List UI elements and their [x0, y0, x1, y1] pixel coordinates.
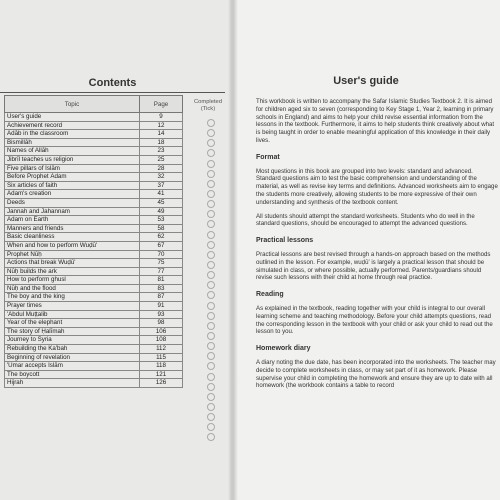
table-row: [5, 216, 183, 225]
topic-cell: Ādam's creation: [5, 190, 140, 199]
table-row: [5, 198, 183, 207]
topic-header: Topic: [5, 96, 140, 113]
page-cell: 121: [140, 370, 183, 379]
topic-cell: Deeds: [5, 198, 140, 207]
tick-circle[interactable]: [207, 170, 215, 178]
topic-cell: Journey to Syria: [5, 336, 140, 345]
page-cell: 58: [140, 224, 183, 233]
table-row: [5, 336, 183, 345]
reading-heading: Reading: [256, 291, 284, 299]
reading-paragraph: As explained in the textbook, reading together with your child is integral to our overall learning scheme and teaching methodology. Before your child attempts questions, read the corresponding lesson in the textbook with your child or ask your child to read out the lesson to you.: [256, 304, 493, 336]
table-row: [5, 155, 183, 164]
page-cell: 118: [140, 362, 183, 371]
tick-circle[interactable]: [207, 393, 215, 401]
tick-column: [207, 119, 217, 444]
tick-circle[interactable]: [207, 160, 215, 168]
tick-circle[interactable]: [207, 251, 215, 259]
completed-label: Completed: [193, 99, 223, 105]
page-cell: 93: [140, 310, 183, 319]
contents-body: [5, 113, 183, 388]
topic-cell: Manners and friends: [5, 224, 140, 233]
page-cell: 23: [140, 147, 183, 156]
topic-cell: Achievement record: [5, 121, 140, 130]
topic-cell: Six articles of faith: [5, 181, 140, 190]
table-row: [5, 147, 183, 156]
topic-cell: 'Abdul Muṭṭalib: [5, 310, 140, 319]
tick-circle[interactable]: [207, 342, 215, 350]
tick-circle[interactable]: [207, 119, 215, 127]
topic-cell: Ādam on Earth: [5, 216, 140, 225]
page-cell: 70: [140, 250, 183, 259]
tick-circle[interactable]: [207, 149, 215, 157]
topic-cell: Jannah and Jahannam: [5, 207, 140, 216]
tick-circle[interactable]: [207, 291, 215, 299]
topic-cell: Rebuilding the Ka'bah: [5, 345, 140, 354]
page-cell: 106: [140, 327, 183, 336]
page-cell: 41: [140, 190, 183, 199]
page-cell: 126: [140, 379, 183, 388]
topic-cell: Prophet Nūḥ: [5, 250, 140, 259]
topic-cell: Year of the elephant: [5, 319, 140, 328]
topic-cell: 'Umar accepts Islām: [5, 362, 140, 371]
table-row: [5, 113, 183, 122]
page-cell: 25: [140, 155, 183, 164]
topic-cell: The story of Ḥalīmah: [5, 327, 140, 336]
page-cell: 108: [140, 336, 183, 345]
table-row: [5, 379, 183, 388]
tick-circle[interactable]: [207, 231, 215, 239]
topic-cell: Bismillāh: [5, 138, 140, 147]
page-cell: 67: [140, 241, 183, 250]
topic-cell: When and how to perform Wuḍū': [5, 241, 140, 250]
table-row: [5, 370, 183, 379]
table-row: [5, 353, 183, 362]
table-row: [5, 250, 183, 259]
tick-label: (Tick): [200, 105, 216, 112]
page-cell: 28: [140, 164, 183, 173]
tick-circle[interactable]: [207, 423, 215, 431]
tick-circle[interactable]: [207, 362, 215, 370]
topic-cell: Beginning of revelation: [5, 353, 140, 362]
table-row: [5, 259, 183, 268]
tick-circle[interactable]: [207, 322, 215, 330]
contents-table: [4, 95, 183, 388]
table-row: [5, 284, 183, 293]
tick-circle[interactable]: [207, 190, 215, 198]
topic-cell: Nūḥ and the flood: [5, 284, 140, 293]
topic-cell: How to perform ghusl: [5, 276, 140, 285]
page-cell: 98: [140, 319, 183, 328]
tick-circle[interactable]: [207, 271, 215, 279]
page-cell: 87: [140, 293, 183, 302]
page-cell: 53: [140, 216, 183, 225]
tick-circle[interactable]: [207, 220, 215, 228]
topic-cell: Ādāb in the classroom: [5, 130, 140, 139]
table-row: [5, 241, 183, 250]
table-row: [5, 130, 183, 139]
page-cell: 32: [140, 173, 183, 182]
tick-circle[interactable]: [207, 241, 215, 249]
format-heading: Format: [256, 153, 280, 161]
table-row: [5, 173, 183, 182]
table-row: [5, 319, 183, 328]
page-cell: 112: [140, 345, 183, 354]
tick-circle[interactable]: [207, 200, 215, 208]
contents-title: Contents: [88, 77, 137, 89]
tick-circle[interactable]: [207, 302, 215, 310]
page-cell: 62: [140, 233, 183, 242]
topic-cell: The boycott: [5, 370, 140, 379]
page-cell: 91: [140, 302, 183, 311]
table-row: [5, 190, 183, 199]
homework-heading: Homework diary: [256, 345, 311, 353]
table-row: [5, 327, 183, 336]
page-cell: 81: [140, 276, 183, 285]
page-cell: 9: [140, 113, 183, 122]
homework-paragraph: A diary noting the due date, has been incorporated into the worksheets. The teacher may decide to complete worksheets in class, or may set part of it as homework. Please supervise your child in completing the homework and ensure they are up to date with all homework (the workbook contains a table to record: [256, 358, 496, 390]
users-guide-content: [256, 98, 498, 396]
tick-circle[interactable]: [207, 433, 215, 441]
tick-circle[interactable]: [207, 373, 215, 381]
topic-cell: Before Prophet Ādam: [5, 173, 140, 182]
tick-circle[interactable]: [207, 403, 215, 411]
page-cell: 12: [140, 121, 183, 130]
topic-cell: Five pillars of Islām: [5, 164, 140, 173]
page-cell: 75: [140, 259, 183, 268]
topic-cell: Actions that break Wuḍū': [5, 259, 140, 268]
topic-cell: Nūḥ builds the ark: [5, 267, 140, 276]
page-cell: 77: [140, 267, 183, 276]
table-row: [5, 293, 183, 302]
practical-heading: Practical lessons: [256, 237, 314, 245]
table-row: [5, 164, 183, 173]
tick-circle[interactable]: [207, 139, 215, 147]
table-row: [5, 276, 183, 285]
title-divider: [0, 92, 225, 93]
tick-circle[interactable]: [207, 352, 215, 360]
table-row: [5, 267, 183, 276]
topic-cell: Names of Allāh: [5, 147, 140, 156]
tick-circle[interactable]: [207, 261, 215, 269]
tick-circle[interactable]: [207, 180, 215, 188]
table-row: [5, 362, 183, 371]
table-row: [5, 207, 183, 216]
tick-circle[interactable]: [207, 332, 215, 340]
topic-cell: The boy and the king: [5, 293, 140, 302]
completed-header: [186, 99, 230, 112]
table-row: [5, 345, 183, 354]
topic-cell: User's guide: [5, 113, 140, 122]
table-row: [5, 233, 183, 242]
table-row: [5, 310, 183, 319]
format-paragraph-2: All students should attempt the standard worksheets. Students who do well in the standard questions, should be encouraged to attempt the advanced questions.: [256, 212, 475, 228]
topic-cell: Hijrah: [5, 379, 140, 388]
page-cell: 83: [140, 284, 183, 293]
page-cell: 18: [140, 138, 183, 147]
table-row: [5, 121, 183, 130]
topic-cell: Basic cleanliness: [5, 233, 140, 242]
page-cell: 49: [140, 207, 183, 216]
tick-circle[interactable]: [207, 129, 215, 137]
page-cell: 14: [140, 130, 183, 139]
tick-circle[interactable]: [207, 413, 215, 421]
table-row: [5, 181, 183, 190]
tick-circle[interactable]: [207, 312, 215, 320]
table-row: [5, 138, 183, 147]
intro-paragraph: This workbook is written to accompany the Safar Islamic Studies Textbook 2. It is aimed for children aged six to seven (corresponding to Key Stage 1, Year 2, learning in primary schools in England) and aims to help your child revise essential information from the lessons in the textbook. Furthermore, it aims to help students think creatively about what is being taught in order to enable meaningful application of this knowledge in their daily lives.: [256, 98, 495, 144]
page-header: Page: [140, 96, 183, 113]
table-row: [5, 302, 183, 311]
tick-circle[interactable]: [207, 210, 215, 218]
page-cell: 115: [140, 353, 183, 362]
practical-paragraph: Practical lessons are best revised through a hands-on approach based on the methods outlined in the lesson. For example, wuḍū' is largely a practical lesson that should be simulated in class, or where possible, actually performed. Parents/guardians should revise such lessons with their child at home through real practice.: [256, 250, 491, 282]
format-paragraph: Most questions in this book are grouped into two levels: standard and advanced. Standard questions aim to test the basic comprehension and understanding of the material, as well as revise key terms and definitions. Advanced worksheets aim to engage the students more creatively, allowing students to be more expressive of their own understanding and synthesis of the textbook content.: [256, 167, 498, 206]
tick-circle[interactable]: [207, 281, 215, 289]
topic-cell: Jibrīl teaches us religion: [5, 155, 140, 164]
topic-cell: Prayer times: [5, 302, 140, 311]
table-row: [5, 224, 183, 233]
page-cell: 45: [140, 198, 183, 207]
page-cell: 37: [140, 181, 183, 190]
tick-circle[interactable]: [207, 383, 215, 391]
users-guide-title: User's guide: [333, 75, 399, 87]
